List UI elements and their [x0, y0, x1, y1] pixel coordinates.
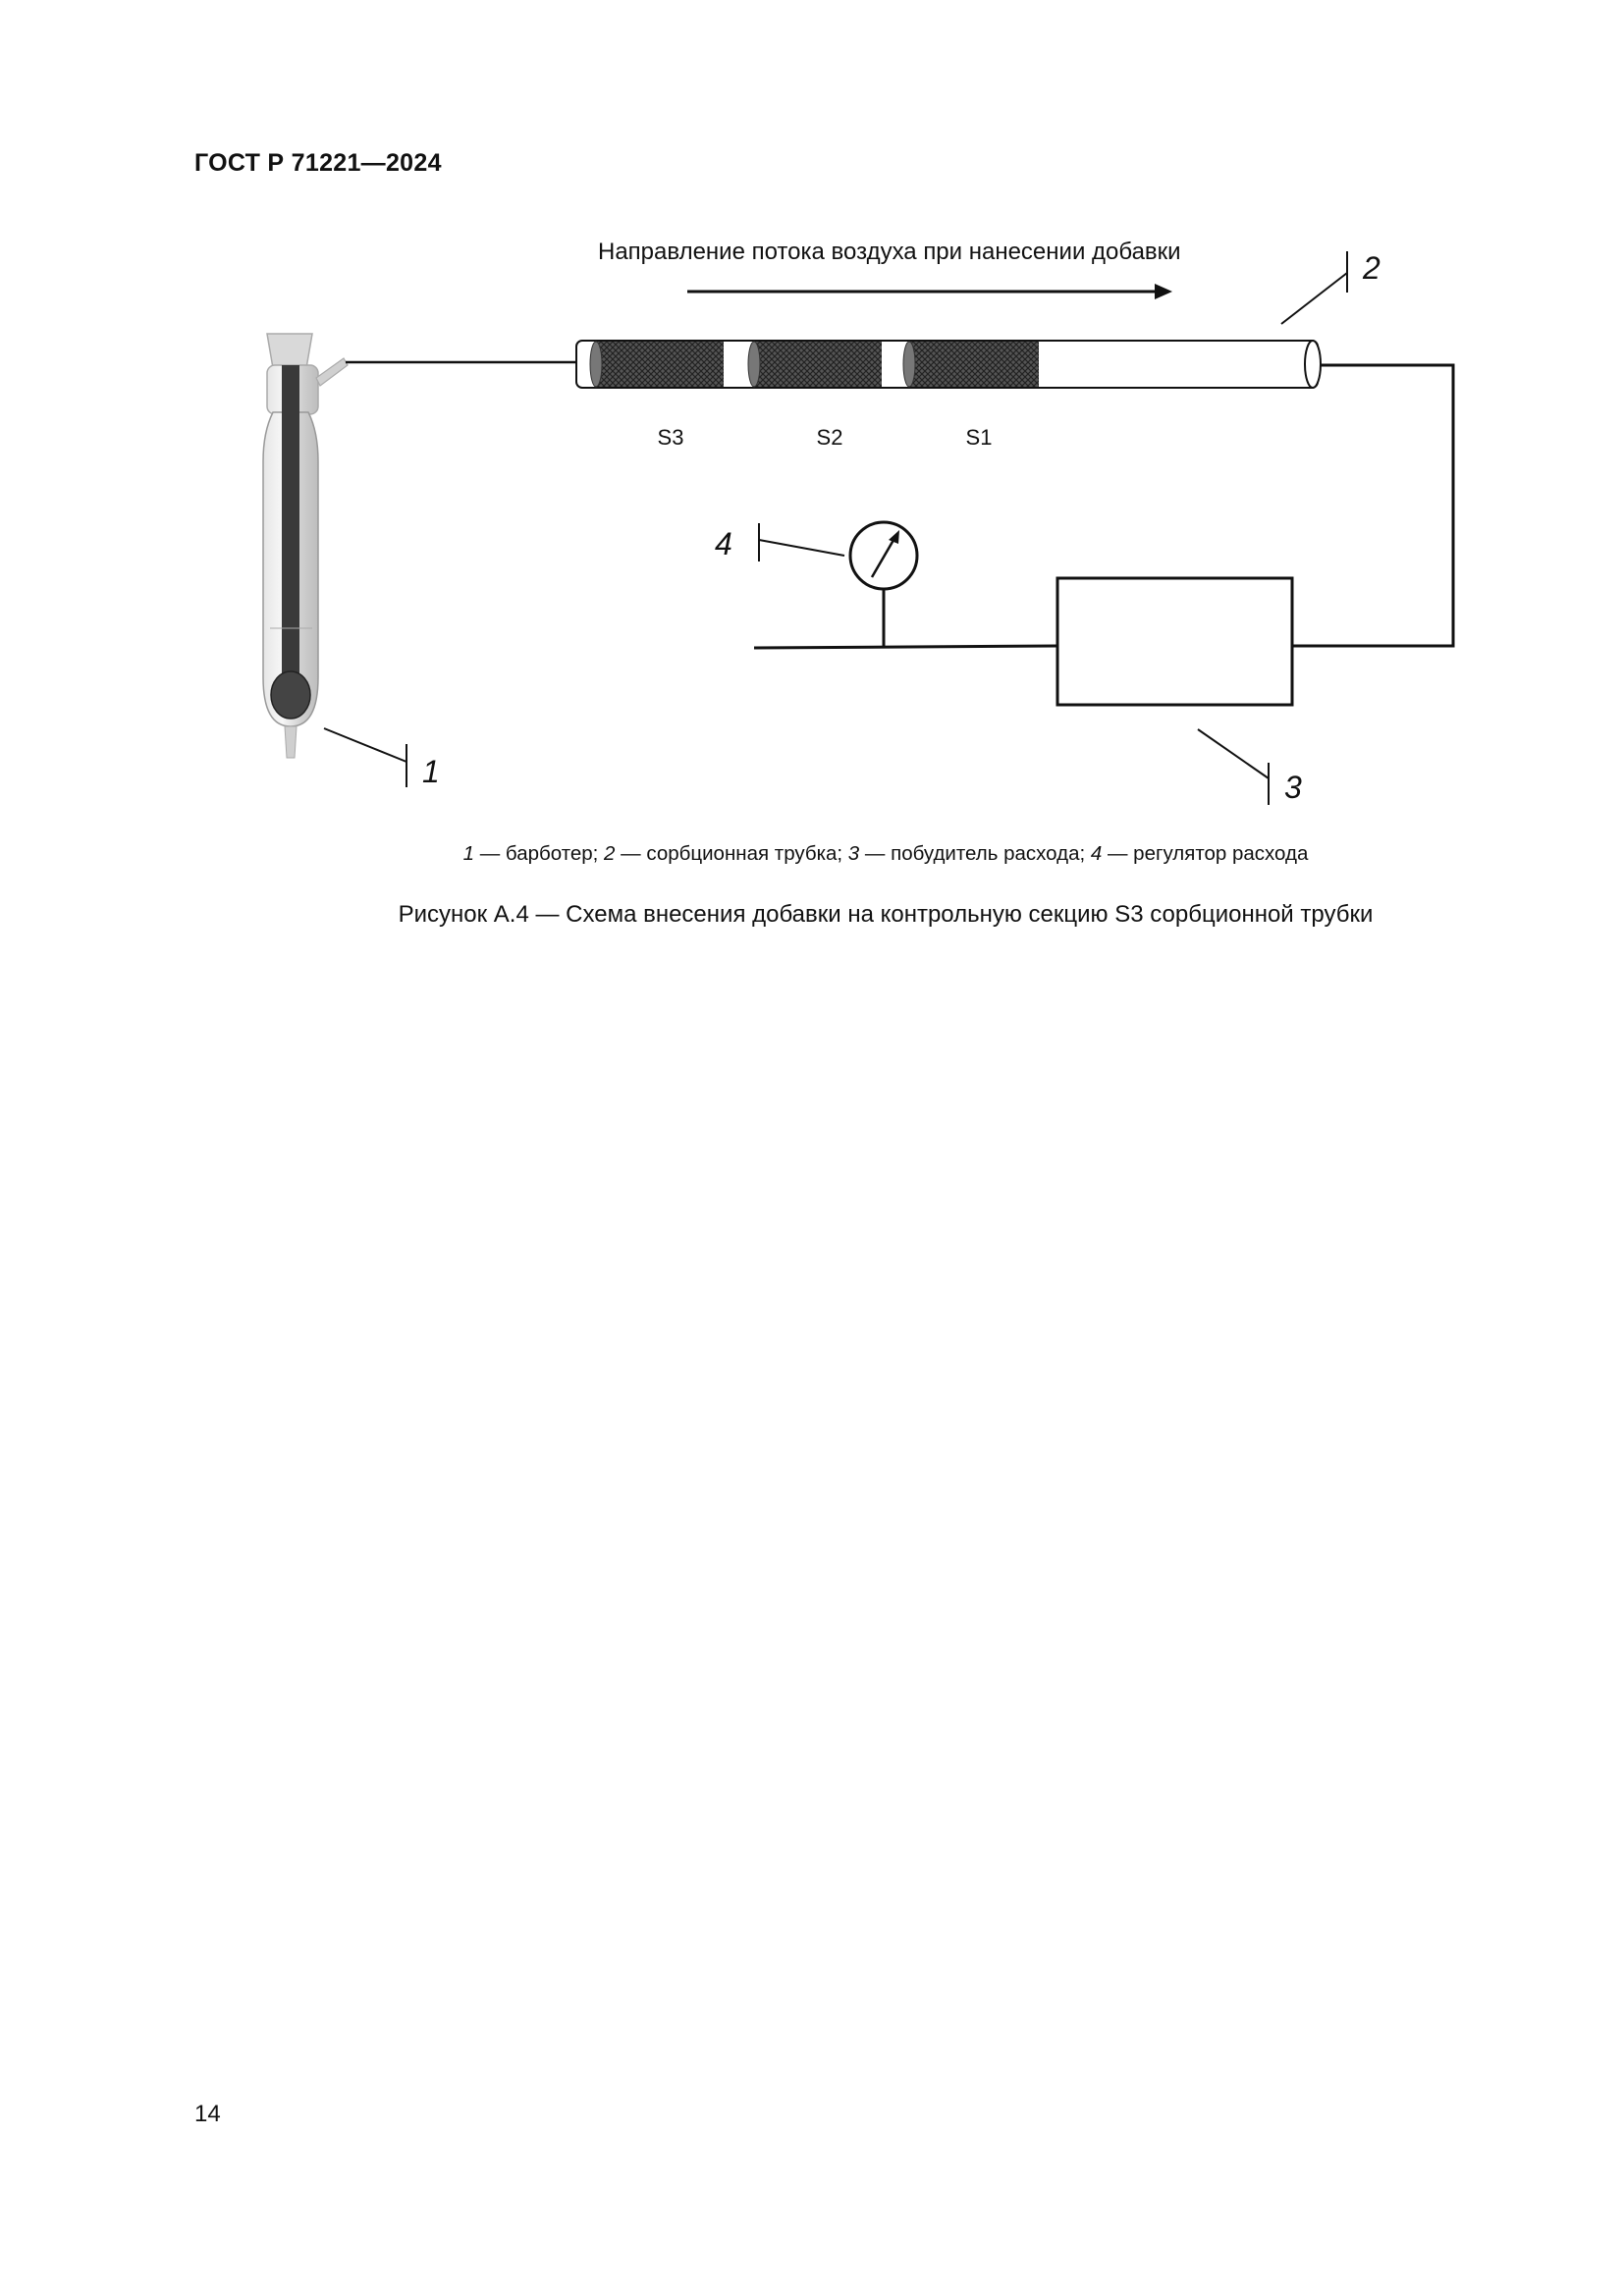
callout-1: 1 [422, 754, 440, 789]
legend-text-4: — регулятор расхода [1102, 842, 1309, 865]
sorption-tube [576, 341, 1321, 388]
section-label-s2: S2 [816, 425, 843, 450]
callout-4: 4 [715, 526, 732, 561]
section-label-s3: S3 [657, 425, 684, 450]
callout-2-leader [1281, 251, 1347, 324]
callout-3: 3 [1284, 770, 1302, 805]
legend-num-1: 1 [462, 842, 475, 865]
legend-num-4: 4 [1090, 842, 1103, 865]
section-s3 [590, 342, 724, 387]
page-number: 14 [194, 2101, 221, 2127]
callout-4-leader [759, 523, 844, 561]
callout-3-leader [1198, 729, 1269, 805]
figure-legend [0, 842, 1624, 866]
legend-text-2: — сорбционная трубка; [615, 842, 848, 865]
diagram-figure [0, 0, 1624, 883]
legend-num-2: 2 [604, 842, 616, 865]
legend-text-3: — побудитель расхода; [859, 842, 1091, 865]
flow-regulator-gauge [850, 522, 917, 589]
document-header: ГОСТ Р 71221—2024 [194, 149, 442, 177]
outlet-line [1292, 365, 1453, 646]
flow-direction-label: Направление потока воздуха при нанесении добавки [598, 239, 1181, 265]
callout-1-leader [324, 728, 406, 787]
flow-arrow [687, 284, 1172, 299]
section-label-s1: S1 [965, 425, 993, 450]
legend-num-3: 3 [847, 842, 860, 865]
bubbler [263, 334, 348, 758]
legend-text-1: — барботер; [474, 842, 605, 865]
inlet-line [754, 646, 1057, 648]
section-s2 [748, 342, 882, 387]
callout-2: 2 [1363, 250, 1380, 286]
flow-driver-box [1057, 578, 1292, 705]
figure-caption: Рисунок А.4 — Схема внесения добавки на контрольную секцию S3 сорбционной трубки [398, 901, 1374, 928]
section-s1 [903, 342, 1039, 387]
